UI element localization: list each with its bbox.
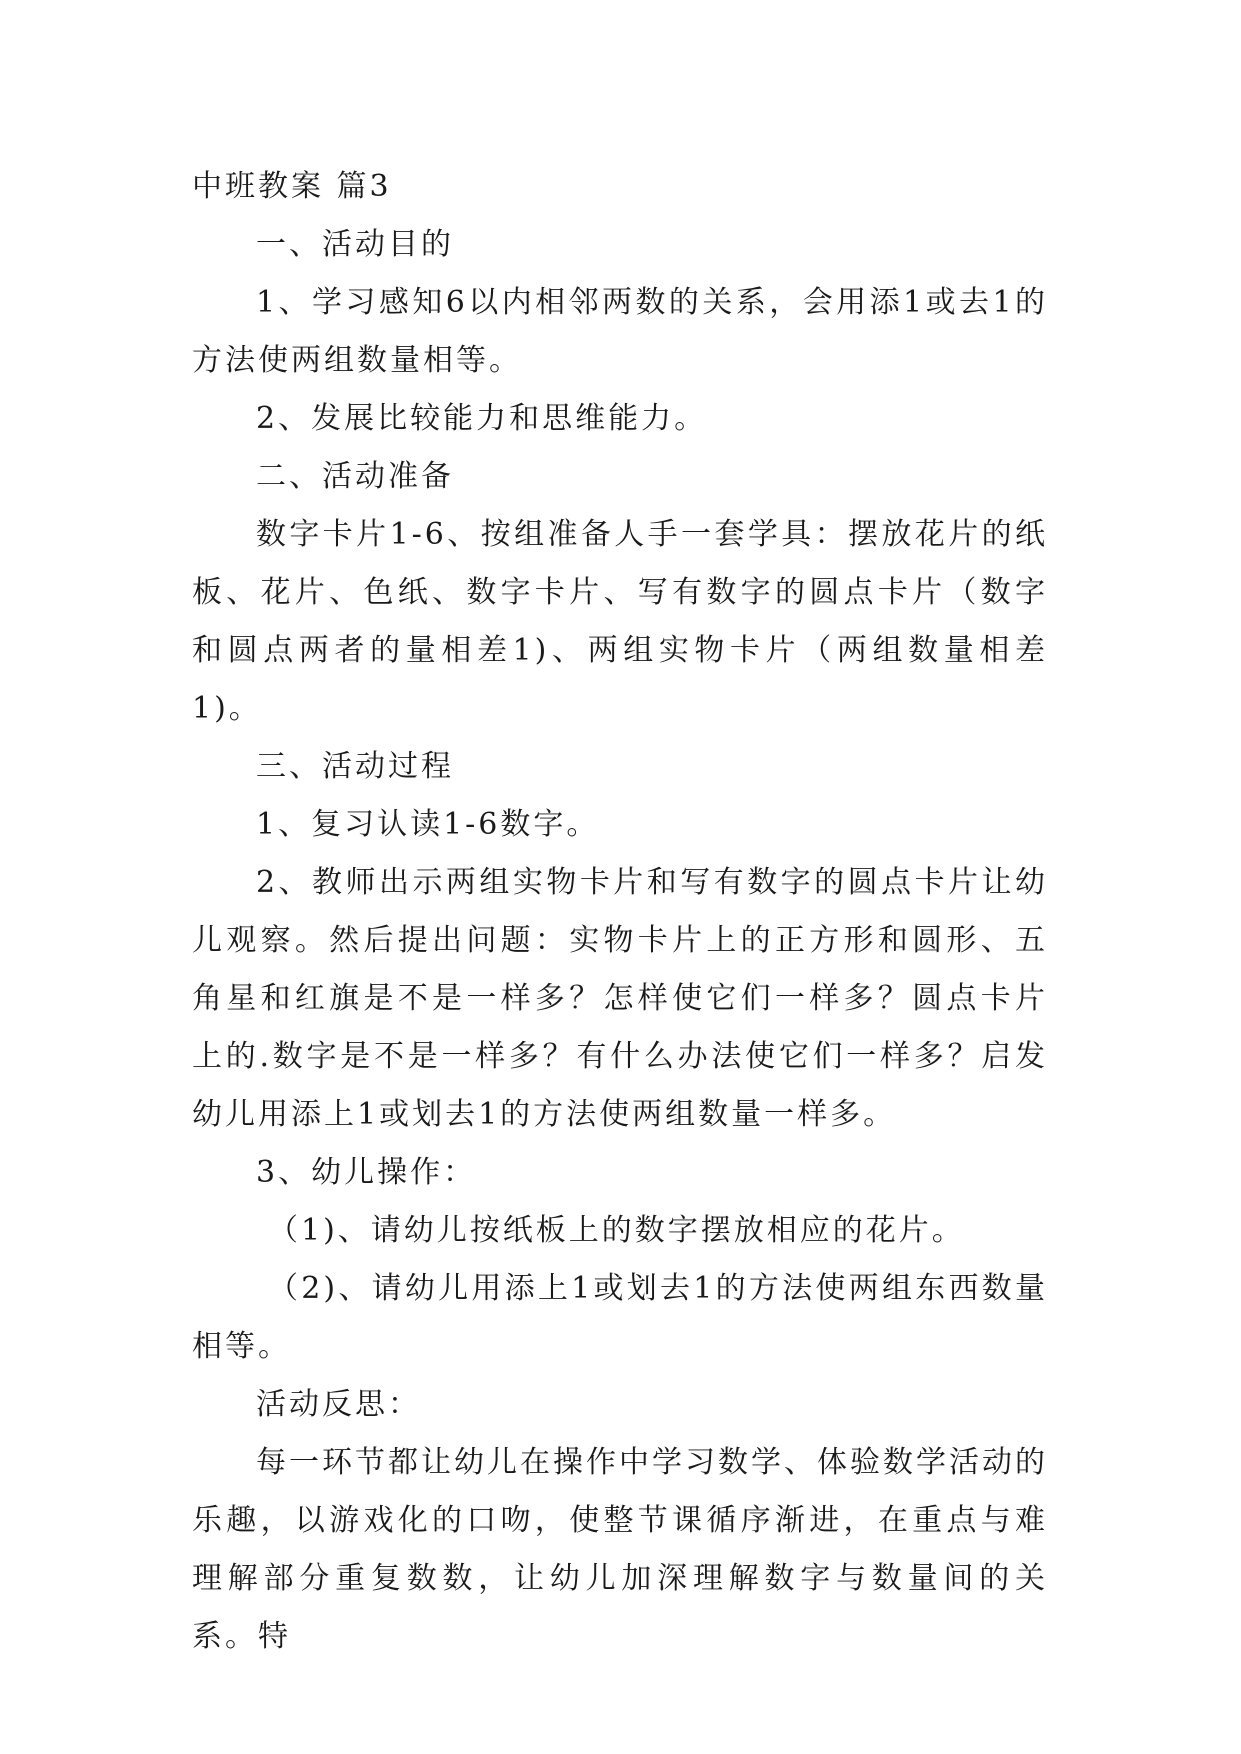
document-title: 中班教案 篇3	[192, 169, 392, 204]
section-heading-goals: 一、活动目的	[256, 227, 454, 262]
section-heading-preparation: 二、活动准备	[256, 459, 454, 494]
paragraph-operation-1: （1)、请幼儿按纸板上的数字摆放相应的花片。	[268, 1213, 965, 1248]
section-heading-reflection: 活动反思：	[256, 1387, 421, 1422]
section-heading-process: 三、活动过程	[256, 749, 454, 784]
paragraph-process-3: 3、幼儿操作：	[256, 1155, 477, 1190]
paragraph-goal-2: 2、发展比较能力和思维能力。	[256, 401, 708, 436]
paragraph-reflection: 每一环节都让幼儿在操作中学习数学、体验数学活动的乐趣，以游戏化的口吻，使整节课循序渐进，在重点与难理解部分重复数数，让幼儿加深理解数字与数量间的关系。特	[192, 1445, 1048, 1654]
document-body	[192, 158, 1048, 1666]
paragraph-process-1: 1、复习认读1-6数字。	[256, 807, 600, 842]
paragraph-goal-1: 1、学习感知6以内相邻两数的关系，会用添1或去1的方法使两组数量相等。	[192, 285, 1048, 378]
paragraph-operation-2: （2)、请幼儿用添上1或划去1的方法使两组东西数量相等。	[192, 1271, 1048, 1364]
paragraph-process-2: 2、教师出示两组实物卡片和写有数字的圆点卡片让幼儿观察。然后提出问题：实物卡片上的正方形和圆形、五角星和红旗是不是一样多？怎样使它们一样多？圆点卡片上的.数字是不是一样多？有什么办法使它们一样多？启发幼儿用添上1或划去1的方法使两组数量一样多。	[192, 865, 1048, 1132]
paragraph-preparation: 数字卡片1-6、按组准备人手一套学具：摆放花片的纸板、花片、色纸、数字卡片、写有数字的圆点卡片（数字和圆点两者的量相差1)、两组实物卡片（两组数量相差1)。	[192, 517, 1048, 726]
